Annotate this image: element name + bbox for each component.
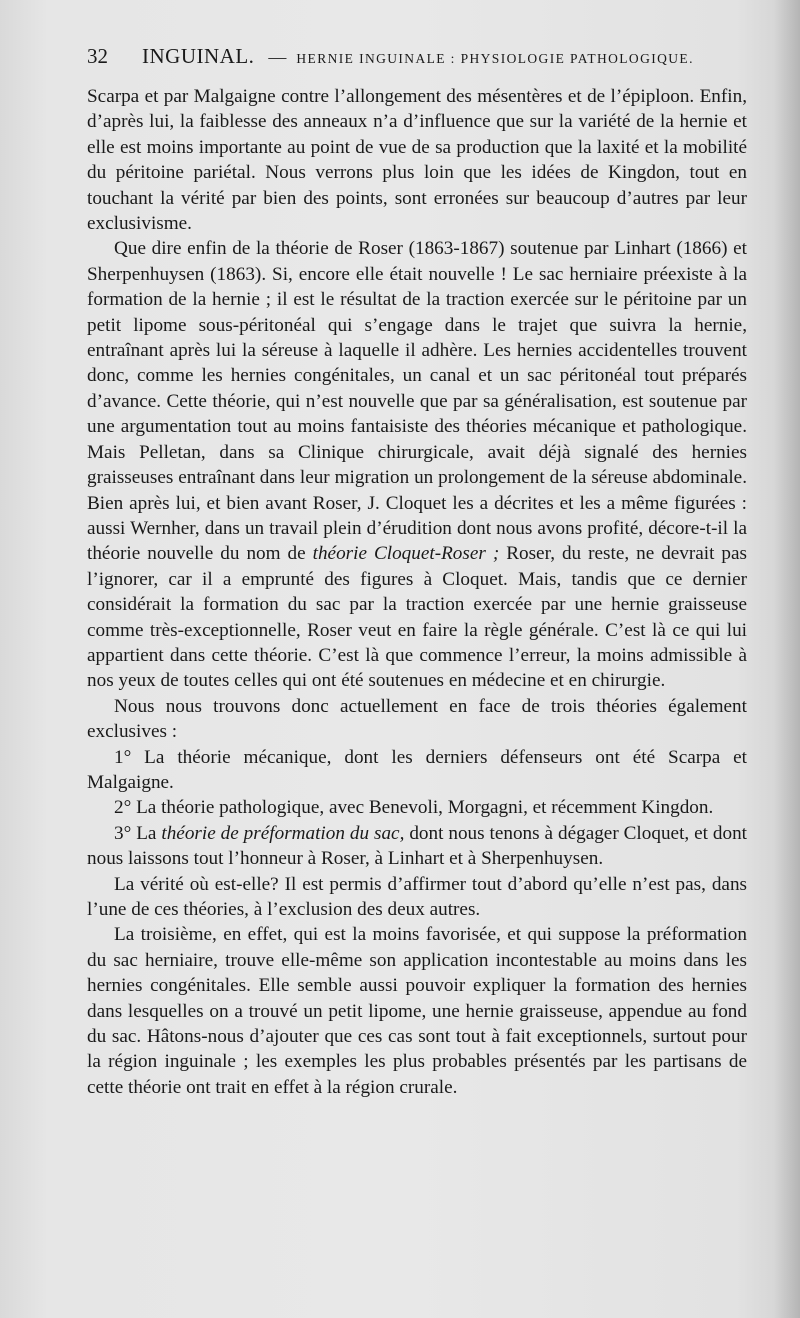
- header-title: INGUINAL.: [142, 44, 255, 68]
- header-separator: —: [268, 47, 287, 67]
- paragraph-truth: La vérité où est-elle? Il est permis d’affirmer tout d’abord qu’elle n’est pas, dans l’une de ces théories, à l’exclusion des deux autres.: [87, 873, 747, 920]
- running-header: [87, 44, 767, 74]
- list-item-3: [87, 821, 747, 872]
- paragraph-text: Que dire enfin de la théorie de Roser (1863-1867) soutenue par Linhart (1866) et Sherpenhuysen (1863). Si, encore elle était nouvelle ! Le sac herniaire préexiste à la formation de la hernie ; il est le résultat de la traction exercée sur le péritoine par un petit lipome sous-péritonéal qui s’engage dans le trajet que suivra la hernie, entraînant après lui la séreuse à laquelle il adhère. Les hernies accidentelles trouvent donc, comme les hernies congénitales, un canal et un sac péritonéal tout préparés d’avance. Cette théorie, qui n’est nouvelle que par sa généralisation, est soutenue par une argumentation tout au moins fantaisiste des théories mécanique et pathologique. Mais Pelletan, dans sa Clinique chirurgicale, avait déjà signalé des hernies graisseuses entraînant dans leur migration un prolongement de la séreuse abdominale. Bien après lui, et bien avant Roser, J. Cloquet les a décrites et les a même figurées : aussi Wernher, dans un travail plein d’érudition dont nous avons profité, décore-t-il la théorie nouvelle du nom de: [87, 238, 747, 565]
- list-item-2: 2° La théorie pathologique, avec Benevoli, Morgagni, et récemment Kingdon.: [114, 797, 714, 819]
- page-spine-shadow: [774, 0, 800, 1318]
- paragraph-text: Roser, du reste, ne devrait pas l’ignorer, car il a emprunté des figures à Cloquet. Mais, tandis que ce dernier considérait la formation du sac par la traction exercée par une hernie graisseuse comme très-exceptionnelle, Roser veut en faire la règle générale. C’est là ce qui lui appartient dans cette théorie. C’est là que commence l’erreur, la moins admissible à nos yeux de toutes celles qui ont été soutenues en médecine et en chirurgie.: [87, 543, 748, 692]
- page-number: 32: [87, 44, 108, 68]
- paragraph-continued: Scarpa et par Malgaigne contre l’allongement des mésentères et de l’épiploon. Enfin, d’après lui, la faiblesse des anneaux n’a d’influence que sur la variété de la hernie et elle est moins importante au point de vue de sa production que la laxité et la mobilité du péritoine pariétal. Nous verrons plus loin que les idées de Kingdon, tout en touchant la vérité par bien des points, sont erronées sur beaucoup d’autres par leur exclusivisme.: [87, 86, 747, 235]
- paragraph-three-theories: Nous nous trouvons donc actuellement en face de trois théories également exclusives :: [87, 695, 747, 743]
- list-item-1: 1° La théorie mécanique, dont les derniers défenseurs ont été Scarpa et Malgaigne.: [87, 746, 747, 793]
- paragraph-roser-theory: [87, 236, 747, 693]
- paragraph-third-theory: La troisième, en effet, qui est la moins favorisée, et qui suppose la préformation du sac herniaire, trouve elle-même son application incontestable au moins dans les hernies congénitales. Elle semble aussi pouvoir expliquer la formation des hernies dans lesquelles on a trouvé un petit lipome, une hernie graisseuse, appendue au fond du sac. Hâtons-nous d’ajouter que ces cas sont tout à fait exceptionnels, surtout pour la région inguinale ; les exemples les plus probables présentés par les partisans de cette théorie ont trait en effet à la région crurale.: [87, 924, 747, 1098]
- list-item-text: dont nous tenons à dégager Cloquet, et dont nous laissons tout l’honneur à Roser, à Linhart et à Sherpenhuysen.: [87, 822, 748, 870]
- header-subtitle: HERNIE INGUINALE : PHYSIOLOGIE PATHOLOGIQUE.: [296, 51, 694, 66]
- italic-term: théorie de préformation du sac,: [161, 822, 405, 844]
- italic-term: théorie Cloquet-Roser ;: [312, 543, 500, 565]
- body-text: [87, 84, 747, 1100]
- list-item-text: 3° La: [114, 822, 157, 844]
